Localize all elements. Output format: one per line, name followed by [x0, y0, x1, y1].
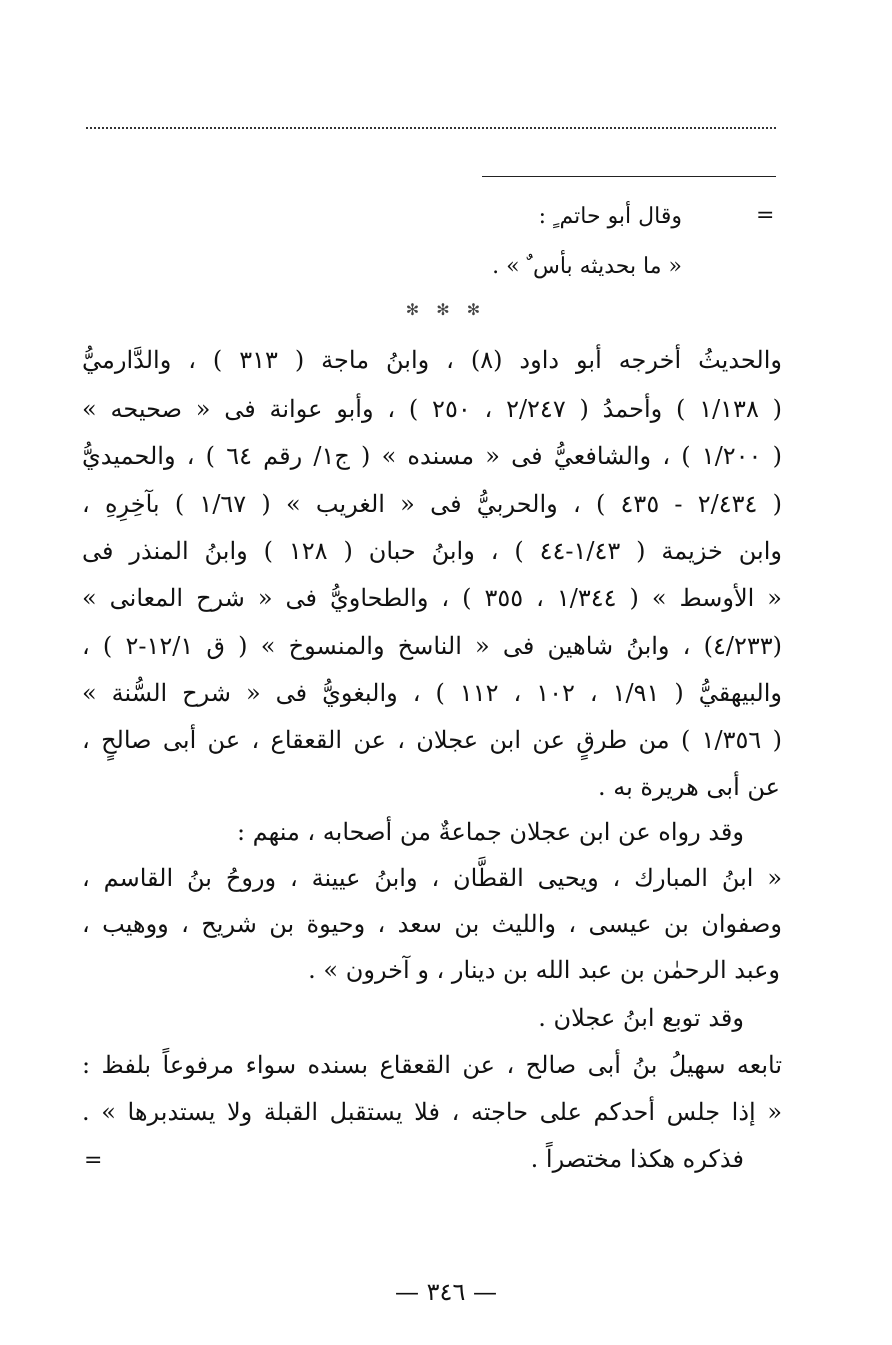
body-line-2: ( ١/١٣٨ ) وأحمدُ ( ٢/٢٤٧ ، ٢٥٠ ) ، وأبو عوانة فى « صحيحه » — [82, 395, 782, 423]
body-line-15: وقد توبع ابنُ عجلان . — [538, 1004, 744, 1032]
body-line-14: وعبد الرحمٰن بن عبد الله بن دينار ، و آخرون » . — [308, 956, 780, 984]
body-line-18: فذكره هكذا مختصراً . — [530, 1145, 744, 1173]
body-line-3: ( ١/٢٠٠ ) ، والشافعيُّ فى « مسنده » ( ج١/ رقم ٦٤ ) ، والحميديُّ — [82, 442, 782, 470]
body-line-13: وصفوان بن عيسى ، والليث بن سعد ، وحيوة بن شريح ، ووهيب ، — [82, 910, 782, 938]
body-line-9: ( ١/٣٥٦ ) من طرقٍ عن ابن عجلان ، عن القعقاع ، عن أبى صالحٍ ، — [82, 726, 782, 754]
continuation-marker-bottom: = — [84, 1148, 103, 1173]
body-line-4: ( ٢/٤٣٤ - ٤٣٥ ) ، والحربيُّ فى « الغريب » ( ١/٦٧ ) بآخِرِهِ ، — [82, 490, 783, 518]
body-line-17: « إذا جلس أحدكم على حاجته ، فلا يستقبل القبلة ولا يستدبرها » . — [82, 1098, 783, 1126]
continuation-marker-top: = — [756, 203, 775, 228]
body-line-12: « ابنُ المبارك ، ويحيى القطَّان ، وابنُ عيينة ، وروحُ بنُ القاسم ، — [82, 864, 783, 892]
body-line-16: تابعه سهيلُ بنُ أبى صالح ، عن القعقاع بسنده سواء مرفوعاً بلفظ : — [82, 1051, 782, 1079]
body-line-10: عن أبى هريرة به . — [597, 773, 780, 801]
body-line-1: والحديثُ أخرجه أبو داود (٨) ، وابنُ ماجة ( ٣١٣ ) ، والدَّارميُّ — [82, 346, 782, 374]
body-line-11: وقد رواه عن ابن عجلان جماعةٌ من أصحابه ، منهم : — [236, 818, 744, 846]
page-number: — ٣٤٦ — — [395, 1278, 497, 1306]
body-line-7: (٤/٢٣٣) ، وابنُ شاهين فى « الناسخ والمنسوخ » ( ق ١٢/١-٢ ) ، — [82, 632, 782, 660]
footnote-line-2: « ما بحديثه بأس ٌ » . — [492, 254, 682, 279]
body-line-5: وابن خزيمة ( ١/٤٣-٤٤ ) ، وابنُ حبان ( ١٢٨ ) وابنُ المنذر فى — [82, 537, 782, 565]
footnote-separator-rule — [482, 176, 776, 177]
body-line-8: والبيهقيُّ ( ١/٩١ ، ١٠٢ ، ١١٢ ) ، والبغويُّ فى « شرح السُّنة » — [82, 679, 782, 707]
section-separator-stars: ✻ ✻ ✻ — [405, 300, 487, 319]
footnote-line-1: وقال أبو حاتم ٍ : — [538, 204, 682, 229]
top-dotted-rule — [86, 127, 776, 129]
body-line-6: « الأوسط » ( ١/٣٤٤ ، ٣٥٥ ) ، والطحاويُّ فى « شرح المعانى » — [82, 584, 782, 612]
